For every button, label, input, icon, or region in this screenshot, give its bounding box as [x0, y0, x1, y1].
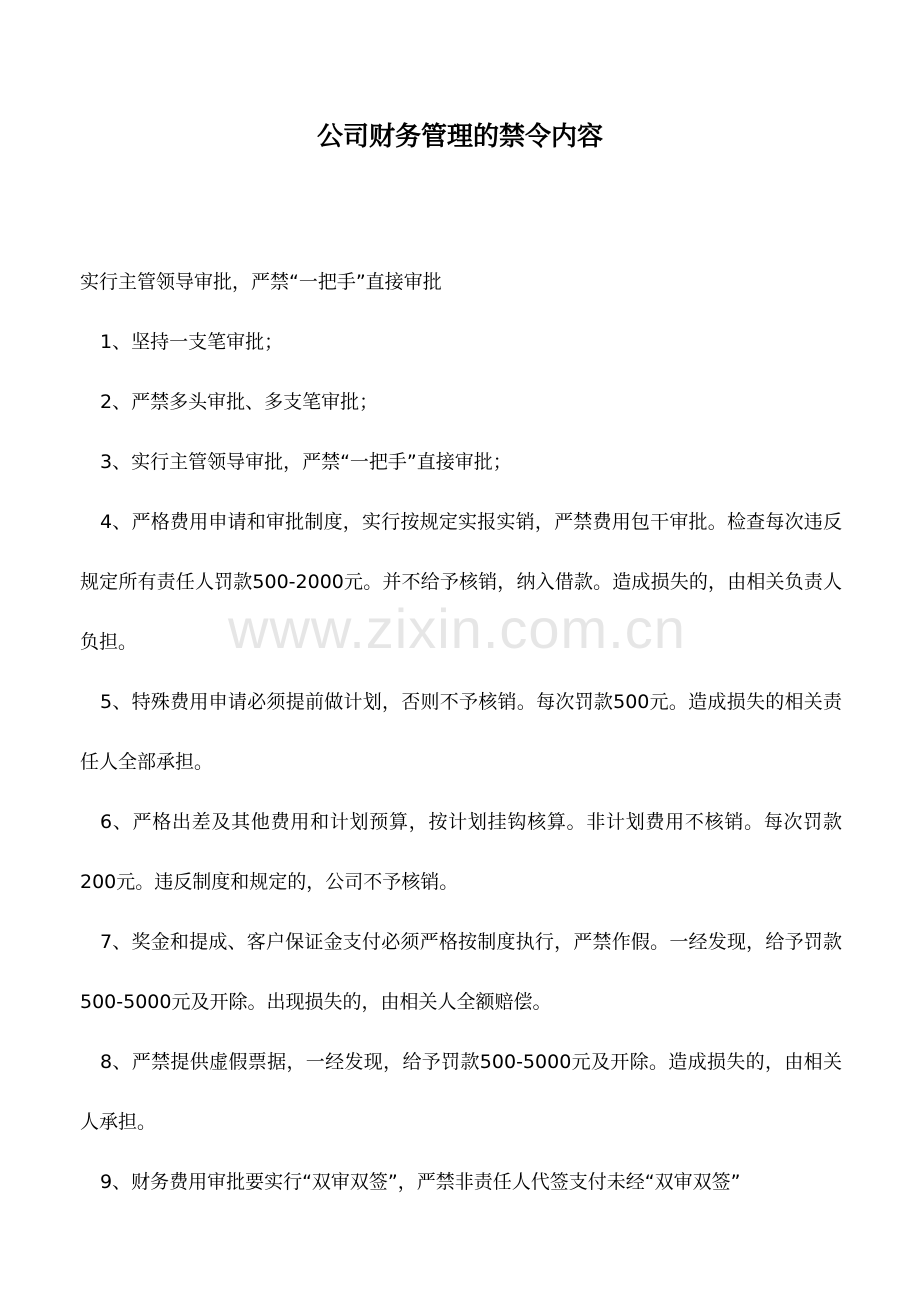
- document-title: 公司财务管理的禁令内容: [316, 122, 603, 152]
- rule-item-3: 3、实行主管领导审批，严禁“一把手”直接审批；: [100, 451, 512, 473]
- intro-paragraph: 实行主管领导审批，严禁“一把手”直接审批: [80, 271, 442, 293]
- rule-item-6: 6、严格出差及其他费用和计划预算，按计划挂钩核算。非计划费用不核销。每次罚款200元。违反制度和规定的，公司不予核销。: [80, 811, 842, 893]
- rule-item-1: 1、坚持一支笔审批；: [100, 331, 284, 353]
- watermark: www.zixin.com.cn: [228, 597, 686, 660]
- rule-item-5: 5、特殊费用申请必须提前做计划，否则不予核销。每次罚款500元。造成损失的相关责任人全部承担。: [80, 691, 842, 773]
- rule-item-8: 8、严禁提供虚假票据，一经发现，给予罚款500-5000元及开除。造成损失的，由相关人承担。: [80, 1051, 842, 1133]
- document-body: [80, 252, 842, 1212]
- rule-item-2: 2、严禁多头审批、多支笔审批；: [100, 391, 379, 413]
- rule-item-7: 7、奖金和提成、客户保证金支付必须严格按制度执行，严禁作假。一经发现，给予罚款500-5000元及开除。出现损失的，由相关人全额赔偿。: [80, 931, 842, 1013]
- rule-item-9: 9、财务费用审批要实行“双审双签”，严禁非责任人代签支付未经“双审双签”: [100, 1171, 741, 1193]
- rule-item-4: 4、严格费用申请和审批制度，实行按规定实报实销，严禁费用包干审批。检查每次违反规定所有责任人罚款500-2000元。并不给予核销，纳入借款。造成损失的，由相关负责人负担。: [80, 511, 842, 653]
